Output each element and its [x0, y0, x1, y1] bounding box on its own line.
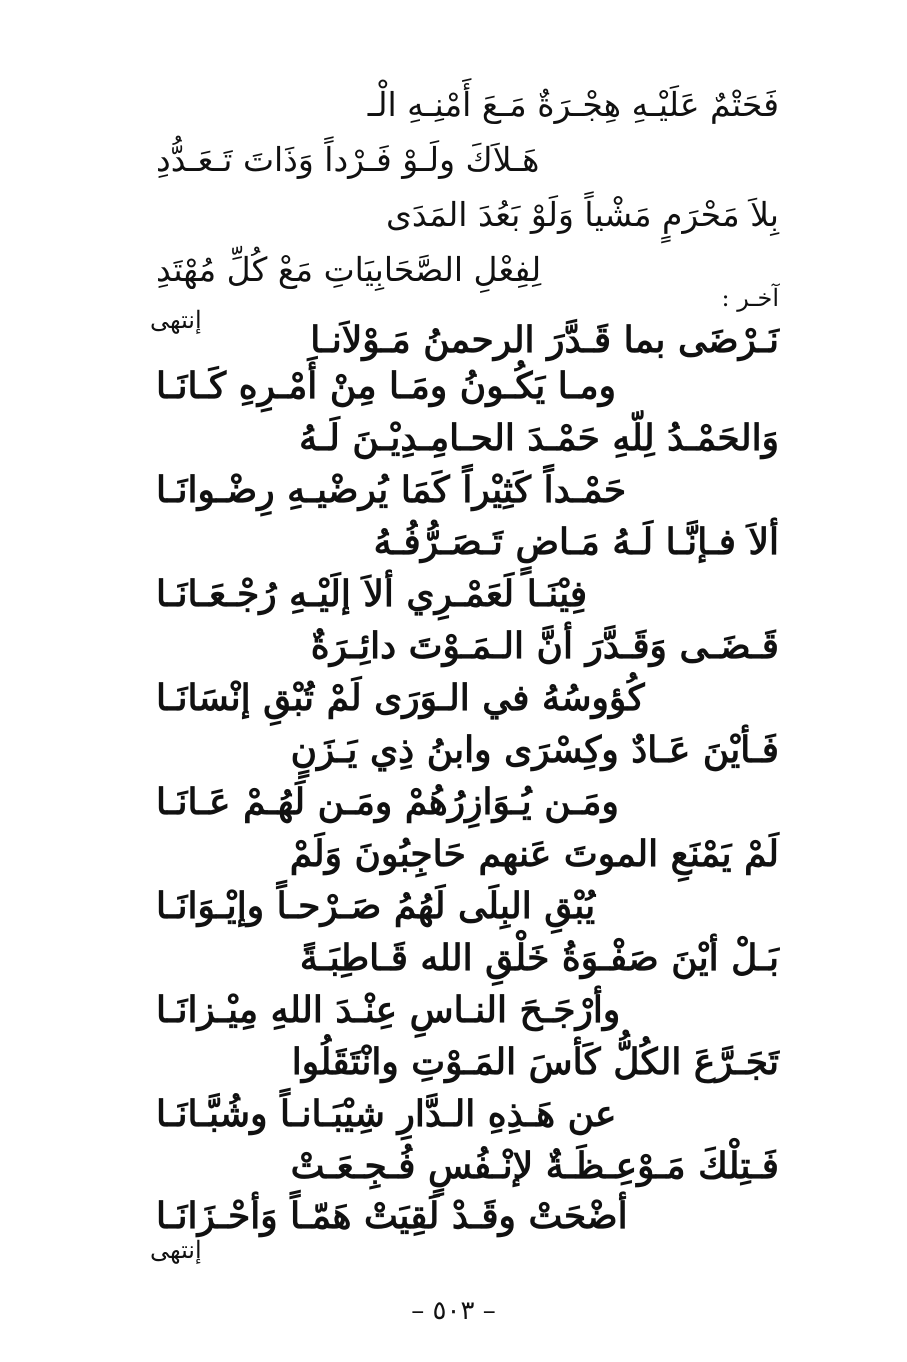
poem2-intro-label: آخـر :	[721, 284, 779, 312]
page-number: – ٥٠٣ –	[411, 1296, 496, 1326]
poem2-verse3-first-hemistich: ألاَ فـإنَّـا لَـهُ مَـاضٍ تَـصَـرُّفُـهُ	[373, 521, 779, 563]
poem2-verse2-first-hemistich: وَالحَمْـدُ لِلّهِ حَمْـدَ الحـامِـدِيْـنَ لَـهُ	[299, 417, 779, 459]
poem2-verse8-first-hemistich: تَجَـرَّعَ الكُلُّ كَأسَ المَـوْتِ وانْتَقَلُوا	[291, 1041, 779, 1083]
poem2-verse2-second-hemistich: حَمْـداً كَثِيْراً كَمَا يُرضْيـهِ رِضْـوانَـا	[156, 469, 627, 511]
poem2-verse1-first-hemistich: نَـرْضَى بما قَـدَّرَ الرحمنُ مَـوْلاَنـا	[310, 319, 779, 361]
poem2-verse9-first-hemistich: فَـتِلْكَ مَـوْعِـظَـةٌ لإنْـفُسٍ فُـجِـعَـتْ	[290, 1145, 779, 1187]
poem2-verse3-second-hemistich: فِيْنَـا لَعَمْـرِي ألاَ إلَيْـهِ رُجْـعَـانَـا	[156, 573, 588, 615]
poem2-verse1-second-hemistich: ومـا يَكُـونُ ومَـا مِنْ أَمْـرِهِ كَـانَـا	[156, 365, 616, 407]
poem2-verse8-second-hemistich: عن هَـذِهِ الـدَّارِ شِيْبَـانـاً وشُبَّـانَـا	[156, 1093, 617, 1135]
poem2-verse7-second-hemistich: وأرْجَـحَ النـاسِ عِنْـدَ اللهِ مِيْـزانَـا	[156, 989, 621, 1031]
poem1-verse1-first-hemistich: فَحَتْمٌ عَلَيْـهِ هِجْـرَةٌ مَـعَ أَمْنِـهِ الْـ	[367, 85, 779, 124]
poem1-verse2-first-hemistich: بِلاَ مَحْرَمٍ مَشْياً وَلَوْ بَعُدَ المَدَى	[386, 195, 779, 234]
poem2-verse6-first-hemistich: لَمْ يَمْنَعِ الموتَ عَنهم حَاجِبُونَ وَلَمْ	[289, 833, 779, 875]
poem2-verse9-second-hemistich: أضْحَتْ وقَـدْ لَقِيَتْ هَمّـاً وَأحْـزَانَـا	[156, 1195, 628, 1237]
poem2-end-label: إنتهى	[150, 1236, 202, 1264]
poem2-verse5-first-hemistich: فَـأيْنَ عَـادٌ وكِسْرَى وابنُ ذِي يَـزَنٍ	[290, 729, 779, 771]
poem1-end-label: إنتهى	[150, 306, 202, 334]
poem2-verse5-second-hemistich: ومَـن يُـوَازِرُهُمْ ومَـن لَهُـمْ عَـانَـا	[156, 781, 619, 823]
poem2-verse6-second-hemistich: يُبْقِ البِلَى لَهُمُ صَـرْحـاً وإيْـوَانَـا	[156, 885, 596, 927]
poem2-verse4-first-hemistich: قَـضَـى وَقَـدَّرَ أنَّ الـمَـوْتَ دائِـرَةٌ	[310, 625, 779, 667]
poem1-verse2-second-hemistich: لِفِعْلِ الصَّحَابِيَاتِ مَعْ كُلِّ مُهْتَدِ	[156, 250, 542, 289]
poem2-verse7-first-hemistich: بَـلْ أيْنَ صَفْـوَةُ خَلْقِ الله قَـاطِبَـةً	[299, 937, 779, 979]
poem2-verse4-second-hemistich: كُؤوسُهُ في الـوَرَى لَمْ تُبْقِ إنْسَانَـا	[156, 677, 645, 719]
poem1-verse1-second-hemistich: هَـلاَكَ ولَـوْ فَـرْداً وَذَاتَ تَـعَـدُّدِ	[156, 140, 540, 179]
